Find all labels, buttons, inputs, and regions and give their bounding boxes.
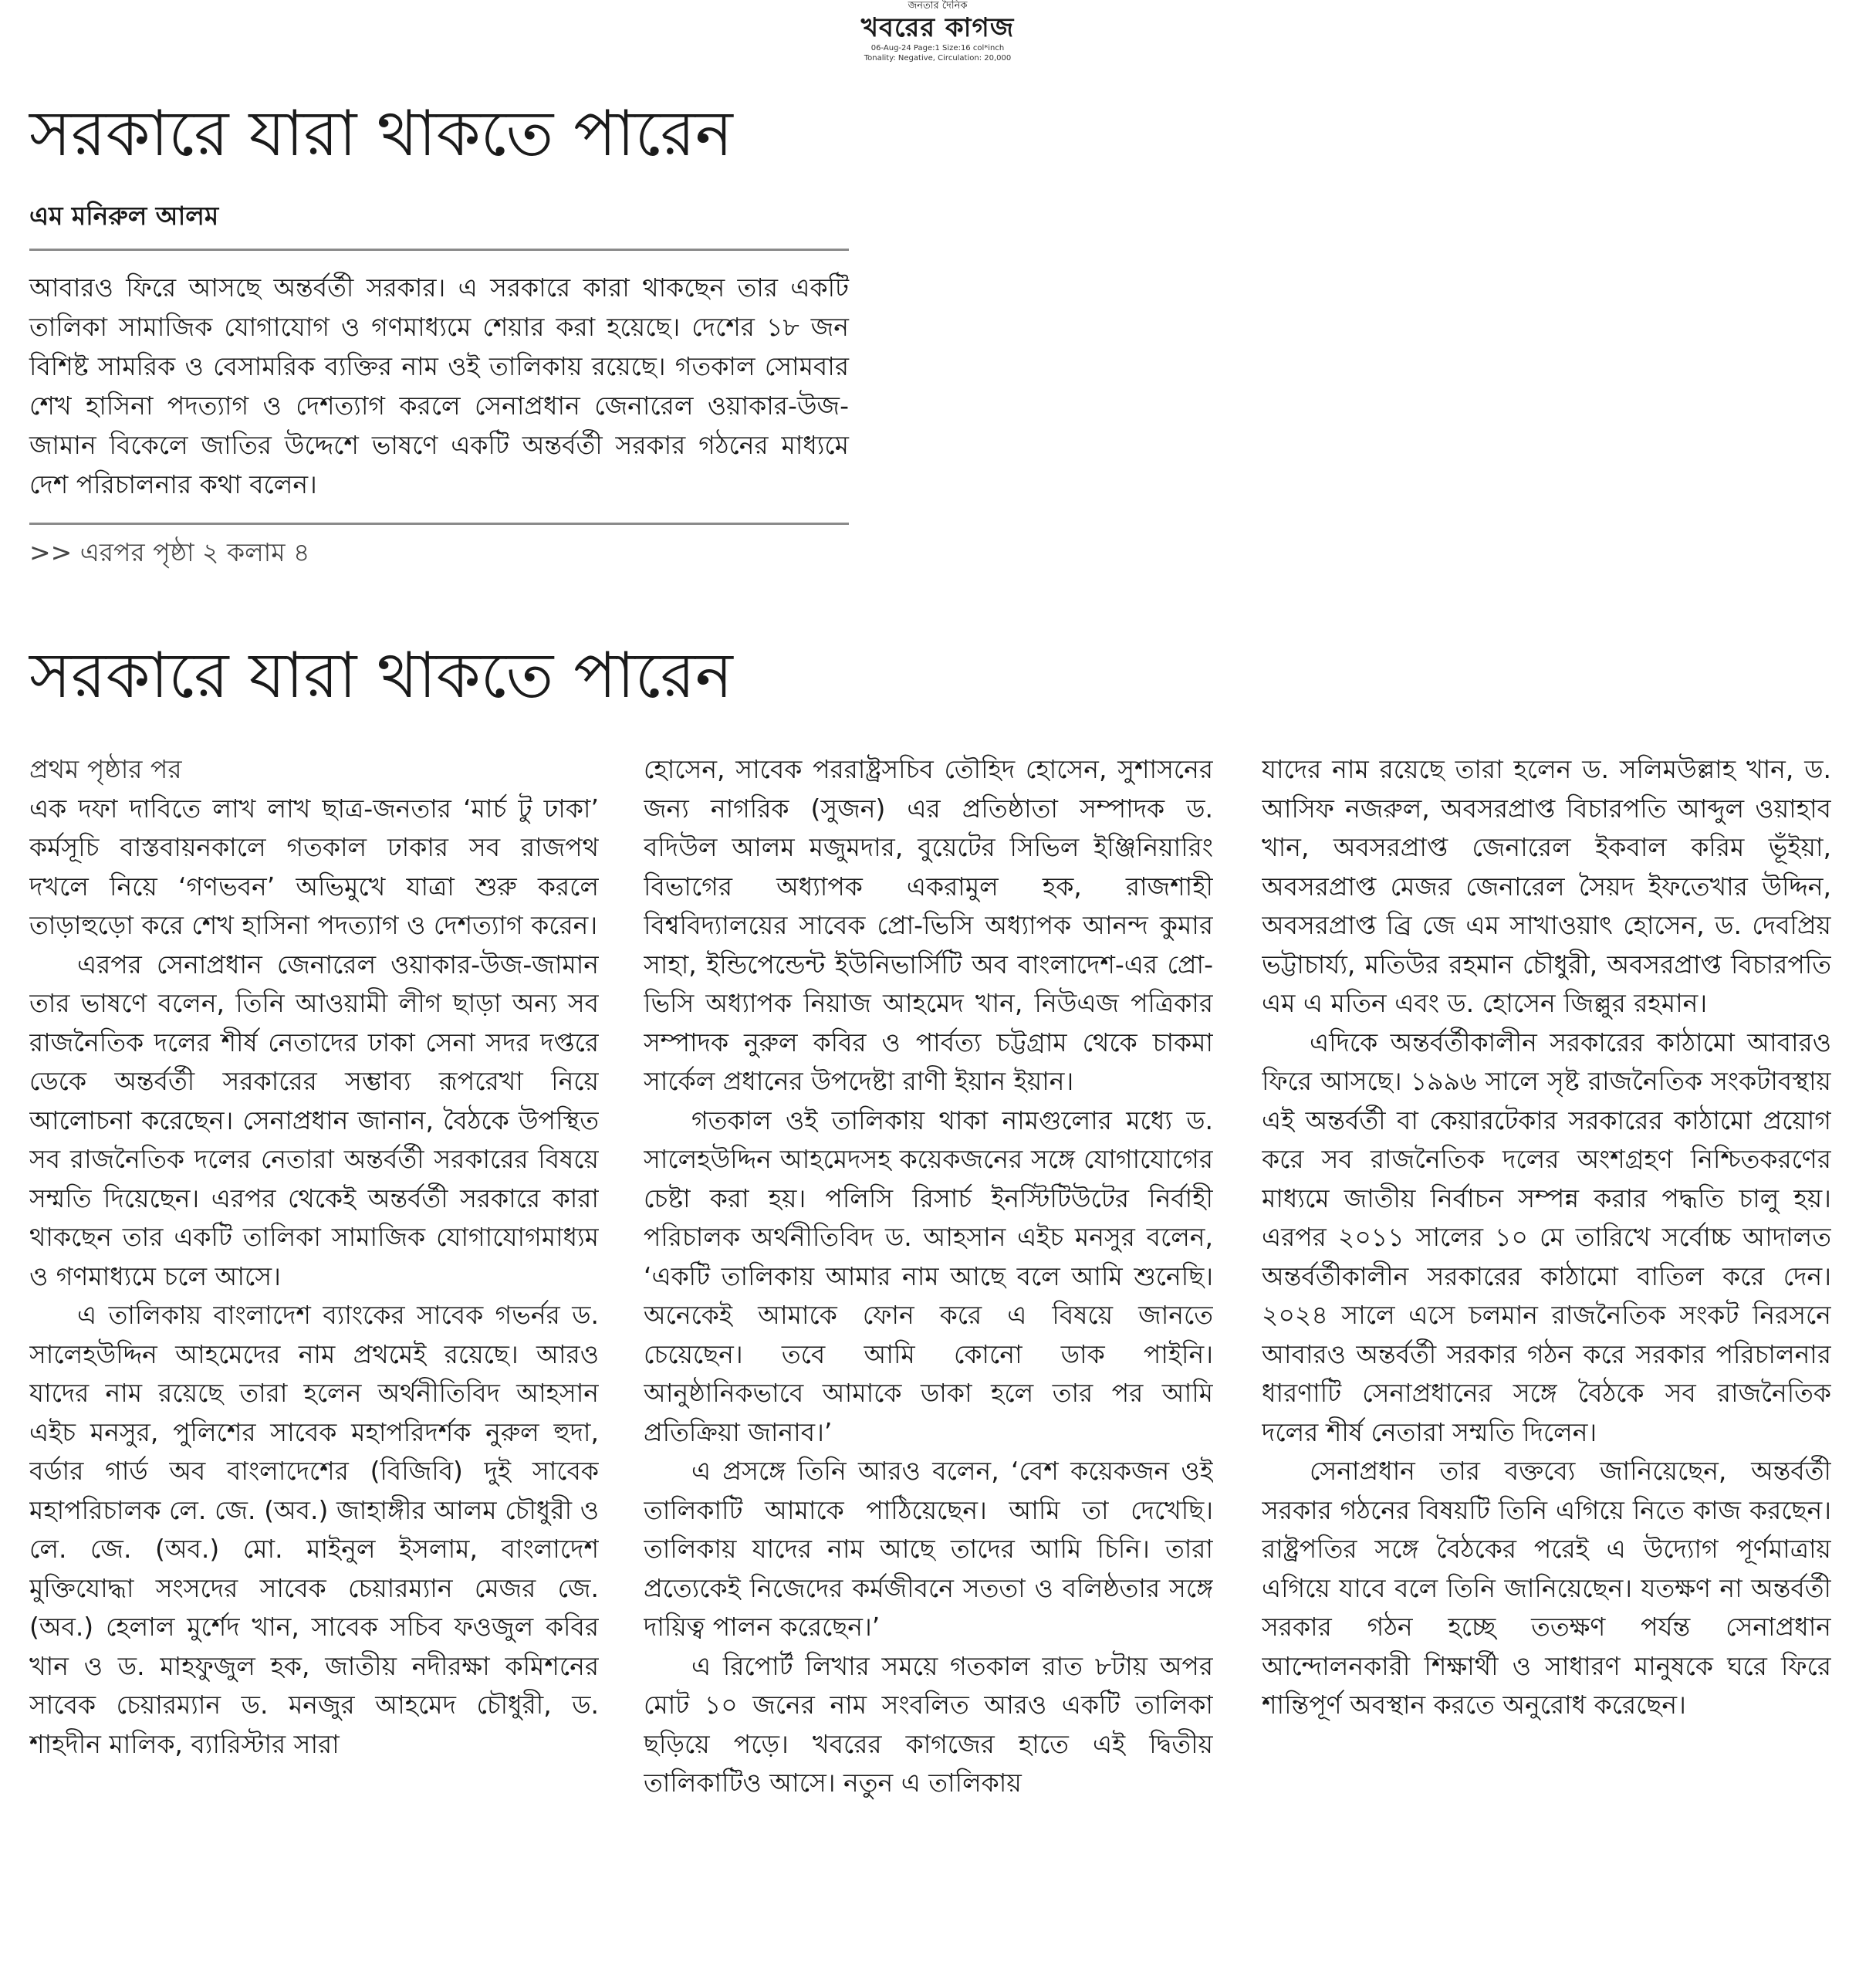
story-paragraph: এ রিপোর্ট লিখার সময়ে গতকাল রাত ৮টায় অপর মোট ১০ জনের নাম সংবলিত আরও একটি তালিকা ছড়িয়ে পড়ে। খবরের কাগজের হাতে এই দ্বিতীয় তালিকাটিও আসে। নতুন এ তালিকায় (644, 1650, 1213, 1798)
story-columns (29, 750, 1835, 1885)
story-paragraph: যাদের নাম রয়েছে তারা হলেন ড. সলিমউল্লাহ খান, ড. আসিফ নজরুল, অবসরপ্রাপ্ত বিচারপতি আব্দুল ওয়াহাব খান, অবসরপ্রাপ্ত জেনারেল ইকবাল করিম ভূঁইয়া, অবসরপ্রাপ্ত মেজর জেনারেল সৈয়দ ইফতেখার উদ্দিন, অবসরপ্রাপ্ত ব্রি জে এম সাখাওয়াৎ হোসেন, ড. দেবপ্রিয় ভট্টাচার্য্য, মতিউর রহমান চৌধুরী, অবসরপ্রাপ্ত বিচারপতি এম এ মতিন এবং ড. হোসেন জিল্লুর রহমান। (1262, 754, 1831, 1018)
front-page-teaser (29, 91, 849, 570)
story-paragraph: এক দফা দাবিতে লাখ লাখ ছাত্র-জনতার ‘মার্চ টু ঢাকা’ কর্মসূচি বাস্তবায়নকালে গতকাল ঢাকার সব রাজপথ দখলে নিয়ে ‘গণভবন’ অভিমুখে যাত্রা শুরু করলে তাড়াহুড়ো করে শেখ হাসিনা পদত্যাগ ও দেশত্যাগ করেন। (29, 793, 599, 940)
teaser-summary: আবারও ফিরে আসছে অন্তর্বর্তী সরকার। এ সরকারে কারা থাকছেন তার একটি তালিকা সামাজিক যোগাযোগ ও গণমাধ্যমে শেয়ার করা হয়েছে। দেশের ১৮ জন বিশিষ্ট সামরিক ও বেসামরিক ব্যক্তির নাম ওই তালিকায় রয়েছে। গতকাল সোমবার শেখ হাসিনা পদত্যাগ ও দেশত্যাগ করলে সেনাপ্রধান জেনারেল ওয়াকার-উজ-জামান বিকেলে জাতির উদ্দেশে ভাষণে একটি অন্তর্বর্তী সরকার গঠনের মাধ্যমে দেশ পরিচালনার কথা বলেন। (29, 249, 849, 525)
story-paragraph: এ প্রসঙ্গে তিনি আরও বলেন, ‘বেশ কয়েকজন ওই তালিকাটি আমাকে পাঠিয়েছেন। আমি তা দেখেছি। তালিকায় যাদের নাম আছে তাদের আমি চিনি। তারা প্রত্যেকেই নিজেদের কর্মজীবনে সততা ও বলিষ্ঠতার সঙ্গে দায়িত্ব পালন করেছেন।’ (644, 1456, 1213, 1642)
continuation-note: >> এরপর পৃষ্ঠা ২ কলাম ৪ (29, 537, 310, 567)
story-paragraph: হোসেন, সাবেক পররাষ্ট্রসচিব তৌহিদ হোসেন, সুশাসনের জন্য নাগরিক (সুজন) এর প্রতিষ্ঠাতা সম্পাদক ড. বদিউল আলম মজুমদার, বুয়েটের সিভিল ইঞ্জিনিয়ারিং বিভাগের অধ্যাপক একরামুল হক, রাজশাহী বিশ্ববিদ্যালয়ের সাবেক প্রো-ভিসি অধ্যাপক আনন্দ কুমার সাহা, ইন্ডিপেন্ডেন্ট ইউনিভার্সিটি অব বাংলাদেশ-এর প্রো-ভিসি অধ্যাপক নিয়াজ আহমেদ খান, নিউএজ পত্রিকার সম্পাদক নুরুল কবির ও পার্বত্য চট্টগ্রাম থেকে চাকমা সার্কেল প্রধানের উপদেষ্টা রাণী ইয়ান ইয়ান। (644, 754, 1213, 1096)
story-column-2 (644, 750, 1213, 1885)
masthead-tagline: জনতার দৈনিক (908, 0, 968, 12)
byline: এম মনিরুল আলম (29, 201, 219, 231)
masthead (849, 0, 1026, 63)
story-paragraph: এরপর সেনাপ্রধান জেনারেল ওয়াকার-উজ-জামান তার ভাষণে বলেন, তিনি আওয়ামী লীগ ছাড়া অন্য সব রাজনৈতিক দলের শীর্ষ নেতাদের ঢাকা সেনা সদর দপ্তরে ডেকে অন্তর্বর্তী সরকারের সম্ভাব্য রূপরেখা নিয়ে আলোচনা করেছেন। সেনাপ্রধান জানান, বৈঠকে উপস্থিত সব রাজনৈতিক দলের নেতারা অন্তর্বর্তী সরকারের বিষয়ে সম্মতি দিয়েছেন। এরপর থেকেই অন্তর্বর্তী সরকারে কারা থাকছেন তার একটি তালিকা সামাজিক যোগাযোগমাধ্যম ও গণমাধ্যমে চলে আসে। (29, 949, 599, 1291)
masthead-logo: খবরের কাগজ (860, 12, 1015, 43)
story-header (29, 633, 878, 719)
continued-from-label: প্রথম পৃষ্ঠার পর (29, 754, 182, 784)
clipping-meta-circulation: Tonality: Negative, Circulation: 20,000 (864, 54, 1012, 63)
story-paragraph: এ তালিকায় বাংলাদেশ ব্যাংকের সাবেক গভর্নর ড. সালেহউদ্দিন আহমেদের নাম প্রথমেই রয়েছে। আরও যাদের নাম রয়েছে তারা হলেন অর্থনীতিবিদ আহসান এইচ মনসুর, পুলিশের সাবেক মহাপরিদর্শক নুরুল হুদা, বর্ডার গার্ড অব বাংলাদেশের (বিজিবি) দুই সাবেক মহাপরিচালক লে. জে. (অব.) জাহাঙ্গীর আলম চৌধুরী ও লে. জে. (অব.) মো. মাইনুল ইসলাম, বাংলাদেশ মুক্তিযোদ্ধা সংসদের সাবেক চেয়ারম্যান মেজর জে. (অব.) হেলাল মুর্শেদ খান, সাবেক সচিব ফওজুল কবির খান ও ড. মাহফুজুল হক, জাতীয় নদীরক্ষা কমিশনের সাবেক চেয়ারম্যান ড. মনজুর আহমেদ চৌধুরী, ড. শাহদীন মালিক, ব্যারিস্টার সারা (29, 1300, 599, 1759)
story-paragraph: এদিকে অন্তর্বর্তীকালীন সরকারের কাঠামো আবারও ফিরে আসছে। ১৯৯৬ সালে সৃষ্ট রাজনৈতিক সংকটাবস্থায় এই অন্তর্বর্তী বা কেয়ারটেকার সরকারের কাঠামো প্রয়োগ করে সব রাজনৈতিক দলের অংশগ্রহণ নিশ্চিতকরণের মাধ্যমে জাতীয় নির্বাচন সম্পন্ন করার পদ্ধতি চালু হয়। এরপর ২০১১ সালের ১০ মে তারিখে সর্বোচ্চ আদালত অন্তর্বর্তীকালীন সরকারের কাঠামো বাতিল করে দেন। ২০২৪ সালে এসে চলমান রাজনৈতিক সংকট নিরসনে আবারও অন্তর্বর্তী সরকার গঠন করে সরকার পরিচালনার ধারণাটি সেনাপ্রধানের সঙ্গে বৈঠকে সব রাজনৈতিক দলের শীর্ষ নেতারা সম্মতি দিলেন। (1262, 1027, 1831, 1447)
story-paragraph: গতকাল ওই তালিকায় থাকা নামগুলোর মধ্যে ড. সালেহউদ্দিন আহমেদসহ কয়েকজনের সঙ্গে যোগাযোগের চেষ্টা করা হয়। পলিসি রিসার্চ ইনস্টিটিউটের নির্বাহী পরিচালক অর্থনীতিবিদ ড. আহসান এইচ মনসুর বলেন, ‘একটি তালিকায় আমার নাম আছে বলে আমি শুনেছি। অনেকেই আমাকে ফোন করে এ বিষয়ে জানতে চেয়েছেন। তবে আমি কোনো ডাক পাইনি। আনুষ্ঠানিকভাবে আমাকে ডাকা হলে তার পর আমি প্রতিক্রিয়া জানাব।’ (644, 1105, 1213, 1447)
clipping-meta-date-page: 06-Aug-24 Page:1 Size:16 col*inch (870, 44, 1005, 52)
story-column-1 (29, 750, 599, 1885)
story-paragraph: সেনাপ্রধান তার বক্তব্যে জানিয়েছেন, অন্তর্বর্তী সরকার গঠনের বিষয়টি তিনি এগিয়ে নিতে কাজ করছেন। রাষ্ট্রপতির সঙ্গে বৈঠকের পরেই এ উদ্যোগ পূর্ণমাত্রায় এগিয়ে যাবে বলে তিনি জানিয়েছেন। যতক্ষণ না অন্তর্বর্তী সরকার গঠন হচ্ছে ততক্ষণ পর্যন্ত সেনাপ্রধান আন্দোলনকারী শিক্ষার্থী ও সাধারণ মানুষকে ঘরে ফিরে শান্তিপূর্ণ অবস্থান করতে অনুরোধ করেছেন। (1262, 1456, 1831, 1720)
teaser-headline: সরকারে যারা থাকতে পারেন (29, 97, 733, 171)
story-headline: সরকারে যারা থাকতে পারেন (29, 639, 733, 712)
story-column-3 (1262, 750, 1831, 1885)
